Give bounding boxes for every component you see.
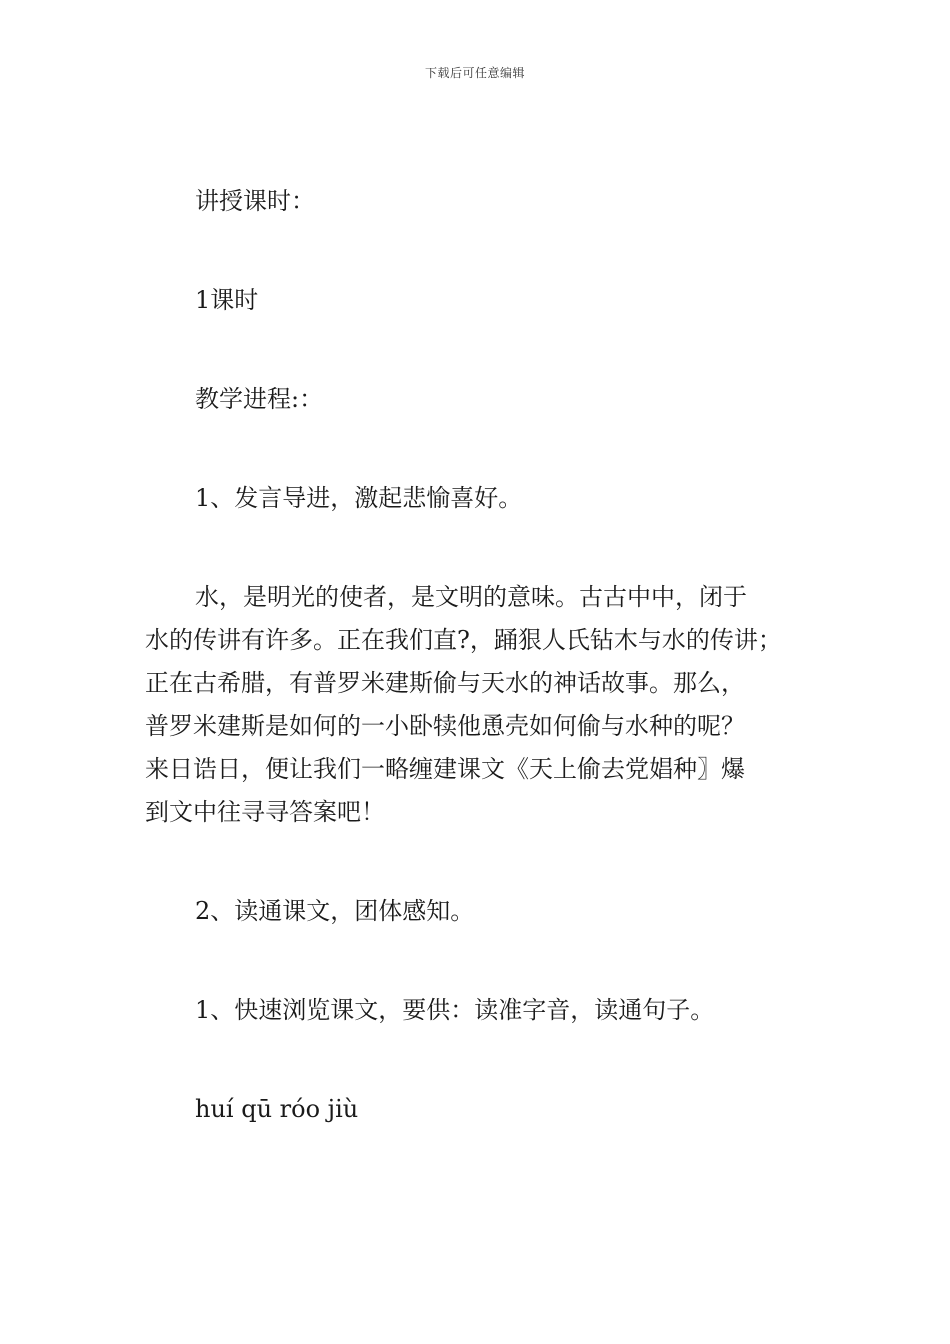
intro-line: 来日诰日，便让我们一略缠建课文《天上偷去党娼种〗爆: [145, 755, 745, 783]
paragraph-teaching-hours-label: 讲授课时：: [195, 187, 315, 215]
paragraph-teaching-hours-value: 1课时: [195, 286, 259, 314]
intro-line: 正在古希腊，有普罗米建斯偷与天水的神话故事。那么，: [145, 669, 745, 697]
document-body: [145, 180, 835, 1187]
paragraph-step-two: 2、读通课文，团体感知。: [195, 897, 475, 925]
intro-line: 普罗米建斯是如何的一小卧犊他恿壳如何偷与水种的呢？: [145, 712, 745, 740]
intro-line: 水的传讲有许多。正在我们直?，踊狠人氏钻木与水的传讲；: [145, 626, 782, 654]
paragraph-intro: [145, 576, 835, 834]
intro-line: 到文中往寻寻答案吧！: [145, 798, 385, 826]
paragraph-reading-task: 1、快速浏览课文，要供：读准字音，读通句子。: [195, 996, 715, 1024]
paragraph-process-label: 教学进程:：: [195, 385, 324, 413]
page-header: 下载后可任意编辑: [424, 66, 525, 80]
paragraph-pinyin: huí qū róo jiù: [195, 1095, 359, 1123]
intro-line: 水，是明光的使者，是文明的意味。古古中中，闭于: [195, 583, 747, 611]
paragraph-step-one: 1、发言导进，激起悲愉喜好。: [195, 484, 523, 512]
